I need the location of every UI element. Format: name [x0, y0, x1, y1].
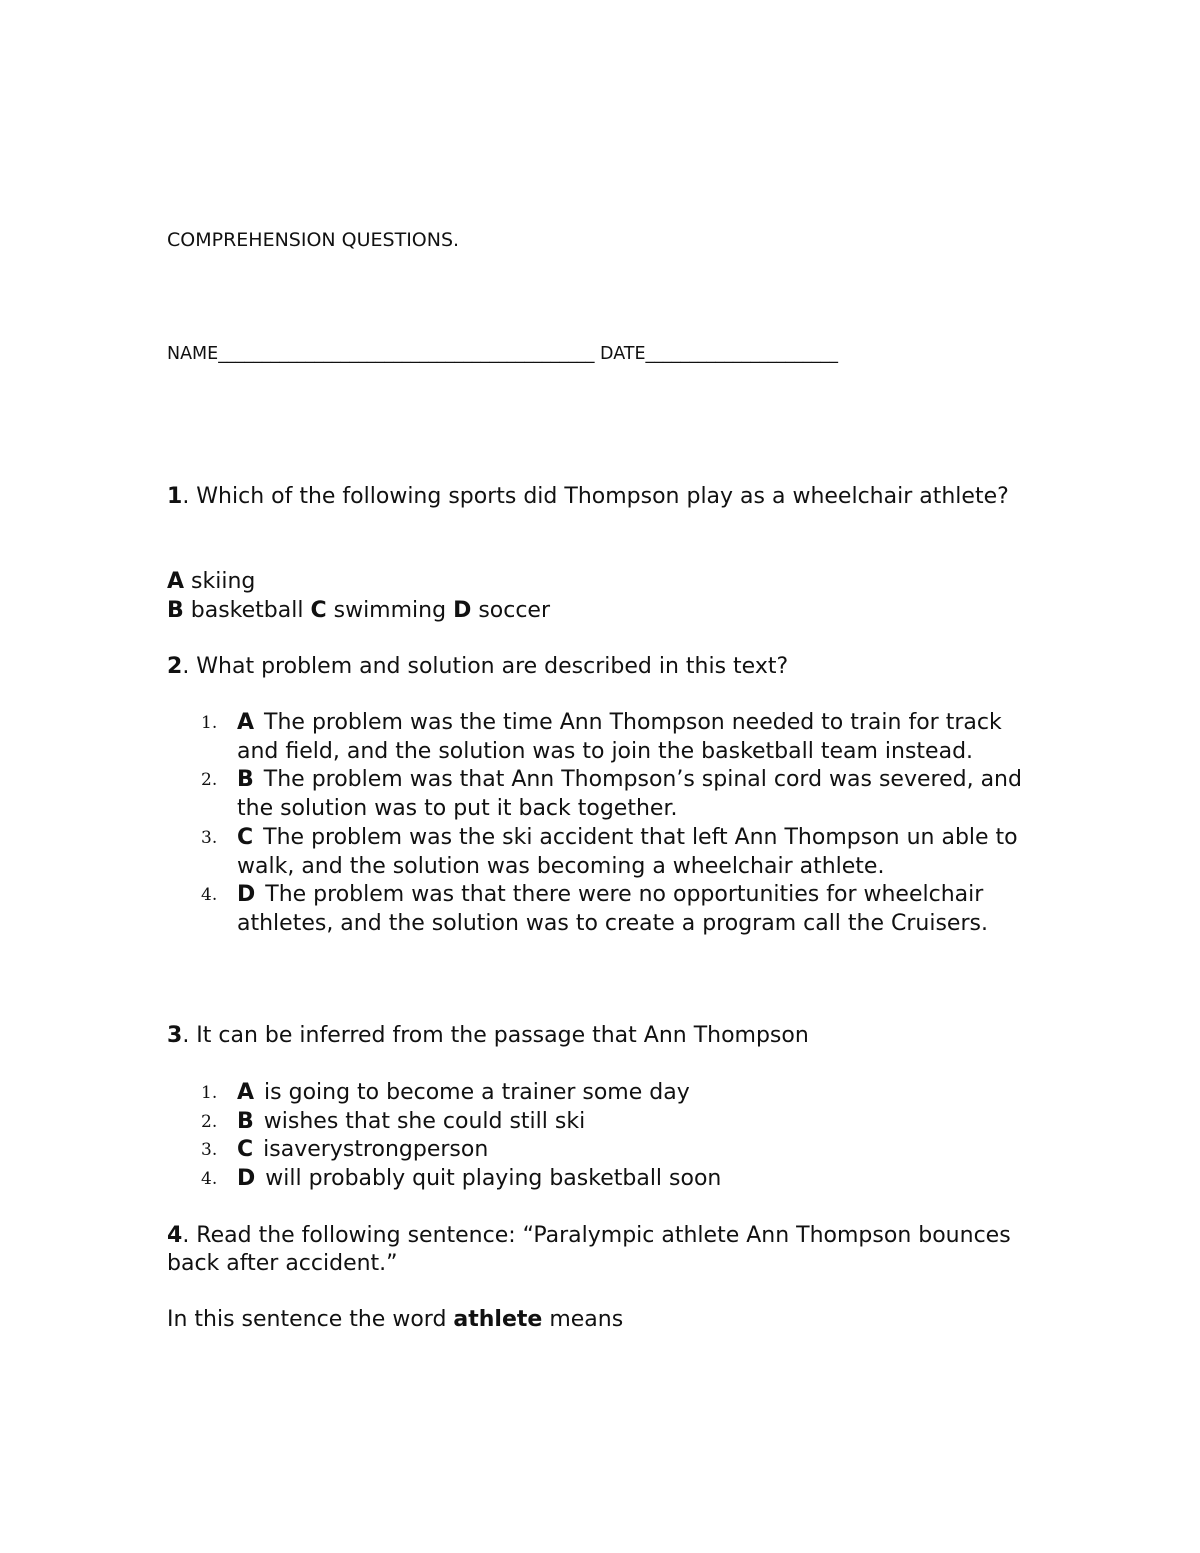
question-text: . Which of the following sports did Thompson play as a wheelchair athlete? — [182, 484, 1009, 509]
option-letter: C — [310, 598, 327, 623]
item-number: 2. — [201, 770, 218, 791]
option-letter: D — [237, 882, 256, 908]
question-4-follow-up — [167, 1306, 623, 1334]
item-number: 3. — [201, 827, 218, 848]
emphasized-word: athlete — [453, 1307, 543, 1332]
question-number: 3 — [167, 1023, 183, 1048]
follow-up-text: means — [542, 1307, 624, 1332]
page-title: COMPREHENSION QUESTIONS. — [167, 229, 460, 251]
question-text: . What problem and solution are described in this text? — [182, 654, 789, 679]
item-number: 1. — [201, 713, 218, 733]
question-4 — [167, 1222, 1027, 1278]
option-letter: D — [453, 598, 472, 623]
question-3-options — [167, 1079, 1037, 1194]
list-item — [167, 709, 1037, 766]
option-text: The problem was the ski accident that left Ann Thompson un able to walk, and the solution was becoming a wheelchair athlete. — [237, 824, 1018, 879]
option-text: skiing — [184, 569, 256, 594]
option-letter: B — [167, 598, 184, 623]
question-text: . Read the following sentence: “Paralympic athlete Ann Thompson bounces back after accident.” — [167, 1223, 1011, 1276]
question-1-option-a — [167, 568, 255, 596]
option-letter: C — [237, 1137, 254, 1163]
question-number: 2 — [167, 654, 183, 679]
option-text: The problem was that Ann Thompson’s spinal cord was severed, and the solution was to put it back together. — [237, 767, 1022, 822]
option-letter: B — [237, 767, 254, 793]
question-text: . It can be inferred from the passage that Ann Thompson — [182, 1023, 809, 1048]
list-item — [167, 1165, 1037, 1194]
item-number: 1. — [201, 1083, 218, 1103]
option-text: The problem was that there were no opportunities for wheelchair athletes, and the solution was to create a program call the Cruisers. — [237, 882, 988, 936]
question-2 — [167, 653, 1027, 681]
option-text: wishes that she could still ski — [263, 1108, 586, 1134]
option-letter: A — [167, 569, 185, 594]
question-1-options-bcd — [167, 597, 550, 625]
list-item — [167, 766, 1037, 823]
option-text: is going to become a trainer some day — [264, 1080, 690, 1105]
question-2-options — [167, 709, 1037, 939]
option-letter: A — [237, 710, 255, 735]
item-number: 2. — [201, 1111, 218, 1132]
question-number: 1 — [167, 484, 183, 509]
follow-up-text: In this sentence the word — [167, 1307, 454, 1332]
option-letter: C — [237, 824, 254, 850]
option-text: will probably quit playing basketball soon — [265, 1166, 722, 1192]
option-letter: A — [237, 1080, 255, 1105]
option-text: isaverystrongperson — [263, 1137, 489, 1163]
list-item — [167, 1079, 1037, 1108]
question-3 — [167, 1022, 1027, 1050]
list-item — [167, 1108, 1037, 1137]
option-text: basketball — [183, 598, 311, 623]
item-number: 4. — [201, 885, 218, 906]
item-number: 3. — [201, 1140, 218, 1161]
name-date-line: NAME___________________________________________ DATE______________________ — [167, 344, 839, 364]
option-text: The problem was the time Ann Thompson needed to train for track and field, and the solution was to join the basketball team instead. — [237, 710, 1002, 764]
question-1 — [167, 483, 1027, 511]
question-number: 4 — [167, 1223, 183, 1248]
option-text: swimming — [326, 598, 454, 623]
option-letter: B — [237, 1108, 254, 1134]
list-item — [167, 824, 1037, 881]
option-letter: D — [237, 1166, 256, 1192]
option-text: soccer — [471, 598, 551, 623]
item-number: 4. — [201, 1169, 218, 1190]
list-item — [167, 881, 1037, 938]
list-item — [167, 1136, 1037, 1165]
